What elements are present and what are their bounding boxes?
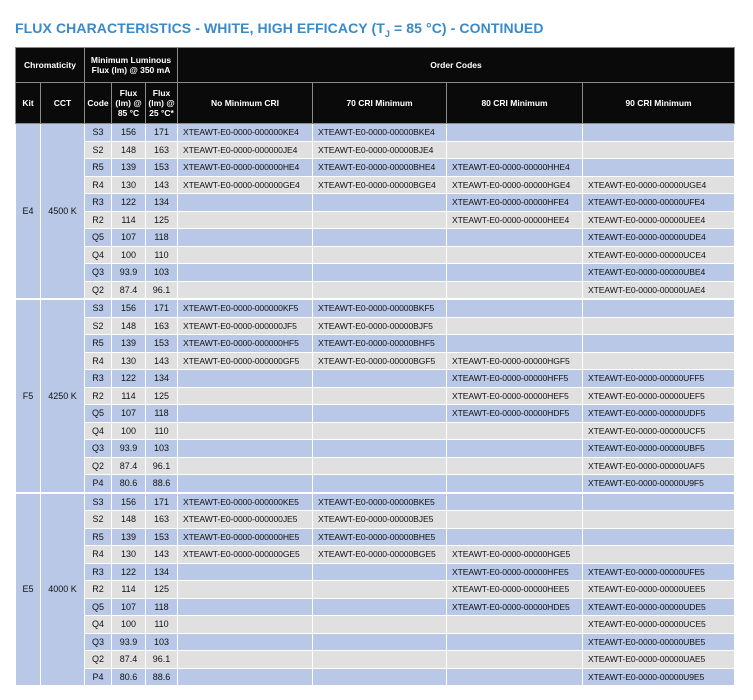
bin-code: Q4 (85, 616, 112, 634)
order-code-no-min-cri (178, 457, 313, 475)
table-row (16, 581, 735, 599)
header-chromaticity: Chromaticity (16, 48, 85, 83)
order-code-90-cri: XTEAWT-E0-0000-00000U9E5 (583, 668, 735, 686)
table-row (16, 141, 735, 159)
order-code-80-cri (447, 229, 583, 247)
order-code-no-min-cri (178, 246, 313, 264)
table-row (16, 493, 735, 511)
flux-25: 96.1 (146, 281, 178, 299)
cct-cell: 4500 K (41, 124, 85, 300)
bin-code: R5 (85, 335, 112, 353)
order-code-80-cri (447, 440, 583, 458)
flux-85: 80.6 (112, 668, 146, 686)
bin-code: S3 (85, 124, 112, 142)
flux-85: 100 (112, 616, 146, 634)
table-row (16, 457, 735, 475)
order-code-no-min-cri (178, 264, 313, 282)
order-code-90-cri (583, 546, 735, 564)
table-row (16, 528, 735, 546)
flux-table (15, 47, 735, 686)
order-code-90-cri (583, 335, 735, 353)
kit-cell: E4 (16, 124, 41, 300)
table-row (16, 546, 735, 564)
bin-code: Q4 (85, 246, 112, 264)
flux-25: 118 (146, 405, 178, 423)
order-code-90-cri: XTEAWT-E0-0000-00000UEE4 (583, 211, 735, 229)
order-code-70-cri (313, 563, 447, 581)
order-code-no-min-cri (178, 422, 313, 440)
order-code-80-cri: XTEAWT-E0-0000-00000HDF5 (447, 405, 583, 423)
bin-code: Q3 (85, 264, 112, 282)
order-code-70-cri (313, 598, 447, 616)
bin-code: S2 (85, 141, 112, 159)
order-code-70-cri: XTEAWT-E0-0000-00000BHF5 (313, 335, 447, 353)
order-code-no-min-cri (178, 651, 313, 669)
flux-85: 93.9 (112, 633, 146, 651)
order-code-no-min-cri (178, 405, 313, 423)
page-title (15, 20, 544, 39)
order-code-70-cri (313, 405, 447, 423)
flux-25: 103 (146, 440, 178, 458)
flux-25: 125 (146, 581, 178, 599)
table-row (16, 159, 735, 177)
order-code-no-min-cri: XTEAWT-E0-0000-000000KF5 (178, 299, 313, 317)
order-code-80-cri (447, 281, 583, 299)
order-code-80-cri (447, 511, 583, 529)
order-code-no-min-cri: XTEAWT-E0-0000-000000GE5 (178, 546, 313, 564)
table-row (16, 511, 735, 529)
order-code-70-cri: XTEAWT-E0-0000-00000BJE4 (313, 141, 447, 159)
bin-code: P4 (85, 668, 112, 686)
flux-85: 114 (112, 581, 146, 599)
flux-85: 156 (112, 124, 146, 142)
flux-85: 100 (112, 246, 146, 264)
bin-code: R2 (85, 387, 112, 405)
bin-code: R2 (85, 211, 112, 229)
table-row (16, 264, 735, 282)
table-row (16, 616, 735, 634)
bin-code: Q3 (85, 440, 112, 458)
order-code-90-cri (583, 493, 735, 511)
order-code-90-cri: XTEAWT-E0-0000-00000UAE4 (583, 281, 735, 299)
order-code-90-cri: XTEAWT-E0-0000-00000UGE4 (583, 176, 735, 194)
order-code-80-cri: XTEAWT-E0-0000-00000HGF5 (447, 352, 583, 370)
header-code: Code (85, 83, 112, 124)
bin-code: Q2 (85, 457, 112, 475)
flux-25: 163 (146, 511, 178, 529)
order-code-90-cri: XTEAWT-E0-0000-00000UBE5 (583, 633, 735, 651)
order-code-70-cri (313, 475, 447, 493)
header-flux-25: Flux (lm) @ 25 °C* (146, 83, 178, 124)
order-code-no-min-cri: XTEAWT-E0-0000-000000JE5 (178, 511, 313, 529)
order-code-90-cri: XTEAWT-E0-0000-00000UFE4 (583, 194, 735, 212)
order-code-80-cri (447, 475, 583, 493)
flux-25: 171 (146, 493, 178, 511)
flux-25: 103 (146, 633, 178, 651)
flux-85: 156 (112, 493, 146, 511)
flux-85: 107 (112, 598, 146, 616)
flux-85: 87.4 (112, 651, 146, 669)
flux-25: 134 (146, 194, 178, 212)
order-code-90-cri: XTEAWT-E0-0000-00000UCE4 (583, 246, 735, 264)
order-code-90-cri (583, 528, 735, 546)
order-code-90-cri: XTEAWT-E0-0000-00000UBE4 (583, 264, 735, 282)
order-code-80-cri (447, 299, 583, 317)
order-code-90-cri: XTEAWT-E0-0000-00000UEF5 (583, 387, 735, 405)
flux-85: 130 (112, 176, 146, 194)
order-code-80-cri (447, 141, 583, 159)
flux-25: 134 (146, 563, 178, 581)
order-code-80-cri: XTEAWT-E0-0000-00000HEF5 (447, 387, 583, 405)
table-row (16, 668, 735, 686)
order-code-80-cri (447, 317, 583, 335)
table-row (16, 405, 735, 423)
order-code-70-cri: XTEAWT-E0-0000-00000BKE4 (313, 124, 447, 142)
order-code-70-cri: XTEAWT-E0-0000-00000BJE5 (313, 511, 447, 529)
order-code-90-cri: XTEAWT-E0-0000-00000UBF5 (583, 440, 735, 458)
table-row (16, 299, 735, 317)
flux-85: 87.4 (112, 457, 146, 475)
table-row (16, 387, 735, 405)
title-subscript: J (384, 28, 390, 39)
table-row (16, 370, 735, 388)
order-code-80-cri: XTEAWT-E0-0000-00000HDE5 (447, 598, 583, 616)
order-code-70-cri (313, 633, 447, 651)
title-main: FLUX CHARACTERISTICS - WHITE, HIGH EFFICACY (T (15, 20, 385, 36)
order-code-no-min-cri (178, 598, 313, 616)
kit-cell: E5 (16, 493, 41, 686)
flux-85: 122 (112, 370, 146, 388)
table-row (16, 422, 735, 440)
table-row (16, 440, 735, 458)
order-code-90-cri: XTEAWT-E0-0000-00000UAF5 (583, 457, 735, 475)
order-code-80-cri: XTEAWT-E0-0000-00000HGE5 (447, 546, 583, 564)
flux-85: 156 (112, 299, 146, 317)
bin-code: R4 (85, 546, 112, 564)
flux-85: 93.9 (112, 440, 146, 458)
flux-25: 88.6 (146, 475, 178, 493)
bin-code: S2 (85, 511, 112, 529)
order-code-no-min-cri (178, 616, 313, 634)
order-code-90-cri: XTEAWT-E0-0000-00000U9F5 (583, 475, 735, 493)
order-code-70-cri (313, 211, 447, 229)
order-code-70-cri (313, 246, 447, 264)
bin-code: R3 (85, 194, 112, 212)
table-row (16, 229, 735, 247)
flux-25: 96.1 (146, 651, 178, 669)
header-90-cri: 90 CRI Minimum (583, 83, 735, 124)
bin-code: R5 (85, 528, 112, 546)
flux-85: 130 (112, 352, 146, 370)
order-code-90-cri: XTEAWT-E0-0000-00000UDE4 (583, 229, 735, 247)
order-code-no-min-cri (178, 668, 313, 686)
order-code-80-cri (447, 124, 583, 142)
order-code-70-cri (313, 616, 447, 634)
bin-code: R5 (85, 159, 112, 177)
header-min-flux: Minimum Luminous Flux (lm) @ 350 mA (85, 48, 178, 83)
order-code-90-cri (583, 511, 735, 529)
order-code-80-cri (447, 668, 583, 686)
flux-25: 125 (146, 387, 178, 405)
flux-85: 122 (112, 563, 146, 581)
order-code-80-cri: XTEAWT-E0-0000-00000HEE4 (447, 211, 583, 229)
flux-25: 118 (146, 229, 178, 247)
order-code-no-min-cri (178, 440, 313, 458)
order-code-70-cri (313, 370, 447, 388)
bin-code: Q5 (85, 405, 112, 423)
order-code-80-cri: XTEAWT-E0-0000-00000HHE4 (447, 159, 583, 177)
order-code-80-cri: XTEAWT-E0-0000-00000HFE5 (447, 563, 583, 581)
flux-85: 148 (112, 141, 146, 159)
order-code-no-min-cri: XTEAWT-E0-0000-000000GF5 (178, 352, 313, 370)
order-code-70-cri: XTEAWT-E0-0000-00000BHE5 (313, 528, 447, 546)
bin-code: Q4 (85, 422, 112, 440)
bin-code: Q5 (85, 598, 112, 616)
table-row (16, 317, 735, 335)
header-no-min-cri: No Minimum CRI (178, 83, 313, 124)
flux-25: 163 (146, 317, 178, 335)
header-80-cri: 80 CRI Minimum (447, 83, 583, 124)
bin-code: P4 (85, 475, 112, 493)
order-code-90-cri: XTEAWT-E0-0000-00000UCE5 (583, 616, 735, 634)
flux-85: 122 (112, 194, 146, 212)
order-code-no-min-cri: XTEAWT-E0-0000-000000KE4 (178, 124, 313, 142)
order-code-90-cri: XTEAWT-E0-0000-00000UDE5 (583, 598, 735, 616)
order-code-no-min-cri (178, 633, 313, 651)
header-kit: Kit (16, 83, 41, 124)
bin-code: S2 (85, 317, 112, 335)
order-code-90-cri: XTEAWT-E0-0000-00000UAE5 (583, 651, 735, 669)
order-code-80-cri: XTEAWT-E0-0000-00000HEE5 (447, 581, 583, 599)
order-code-no-min-cri (178, 387, 313, 405)
order-code-90-cri (583, 317, 735, 335)
flux-25: 88.6 (146, 668, 178, 686)
flux-25: 118 (146, 598, 178, 616)
flux-25: 153 (146, 528, 178, 546)
order-code-70-cri (313, 440, 447, 458)
order-code-80-cri (447, 493, 583, 511)
flux-85: 148 (112, 317, 146, 335)
order-code-80-cri: XTEAWT-E0-0000-00000HGE4 (447, 176, 583, 194)
table-row (16, 124, 735, 142)
order-code-70-cri (313, 264, 447, 282)
order-code-90-cri (583, 352, 735, 370)
order-code-70-cri: XTEAWT-E0-0000-00000BKF5 (313, 299, 447, 317)
cct-cell: 4250 K (41, 299, 85, 493)
header-cct: CCT (41, 83, 85, 124)
table-row (16, 335, 735, 353)
order-code-no-min-cri: XTEAWT-E0-0000-000000GE4 (178, 176, 313, 194)
bin-code: S3 (85, 299, 112, 317)
order-code-90-cri: XTEAWT-E0-0000-00000UDF5 (583, 405, 735, 423)
order-code-80-cri (447, 528, 583, 546)
order-code-80-cri (447, 633, 583, 651)
order-code-90-cri (583, 159, 735, 177)
flux-25: 143 (146, 176, 178, 194)
flux-25: 96.1 (146, 457, 178, 475)
order-code-no-min-cri (178, 281, 313, 299)
order-code-90-cri: XTEAWT-E0-0000-00000UFF5 (583, 370, 735, 388)
order-code-no-min-cri: XTEAWT-E0-0000-000000HE5 (178, 528, 313, 546)
flux-25: 153 (146, 335, 178, 353)
flux-25: 103 (146, 264, 178, 282)
order-code-no-min-cri (178, 370, 313, 388)
table-row (16, 651, 735, 669)
order-code-90-cri (583, 141, 735, 159)
order-code-80-cri (447, 457, 583, 475)
order-code-70-cri (313, 281, 447, 299)
order-code-no-min-cri: XTEAWT-E0-0000-000000JF5 (178, 317, 313, 335)
order-code-70-cri: XTEAWT-E0-0000-00000BKE5 (313, 493, 447, 511)
flux-25: 125 (146, 211, 178, 229)
bin-code: R3 (85, 563, 112, 581)
order-code-no-min-cri: XTEAWT-E0-0000-000000KE5 (178, 493, 313, 511)
order-code-no-min-cri (178, 563, 313, 581)
flux-85: 107 (112, 405, 146, 423)
flux-25: 110 (146, 422, 178, 440)
flux-25: 110 (146, 246, 178, 264)
order-code-90-cri: XTEAWT-E0-0000-00000UCF5 (583, 422, 735, 440)
flux-85: 100 (112, 422, 146, 440)
order-code-no-min-cri: XTEAWT-E0-0000-000000HE4 (178, 159, 313, 177)
order-code-80-cri (447, 335, 583, 353)
order-code-70-cri (313, 651, 447, 669)
flux-25: 163 (146, 141, 178, 159)
flux-85: 80.6 (112, 475, 146, 493)
order-code-70-cri (313, 194, 447, 212)
order-code-no-min-cri: XTEAWT-E0-0000-000000HF5 (178, 335, 313, 353)
order-code-no-min-cri (178, 229, 313, 247)
order-code-70-cri: XTEAWT-E0-0000-00000BGF5 (313, 352, 447, 370)
flux-85: 139 (112, 528, 146, 546)
order-code-80-cri: XTEAWT-E0-0000-00000HFF5 (447, 370, 583, 388)
table-row (16, 475, 735, 493)
header-flux-85: Flux (lm) @ 85 °C (112, 83, 146, 124)
order-code-70-cri (313, 457, 447, 475)
table-row (16, 281, 735, 299)
flux-25: 110 (146, 616, 178, 634)
flux-25: 153 (146, 159, 178, 177)
flux-85: 87.4 (112, 281, 146, 299)
order-code-90-cri (583, 299, 735, 317)
flux-85: 107 (112, 229, 146, 247)
table-row (16, 563, 735, 581)
bin-code: Q2 (85, 651, 112, 669)
bin-code: Q3 (85, 633, 112, 651)
flux-25: 143 (146, 546, 178, 564)
order-code-no-min-cri (178, 581, 313, 599)
order-code-70-cri (313, 581, 447, 599)
bin-code: Q5 (85, 229, 112, 247)
kit-cell: F5 (16, 299, 41, 493)
order-code-80-cri (447, 422, 583, 440)
order-code-90-cri (583, 124, 735, 142)
order-code-no-min-cri (178, 211, 313, 229)
order-code-70-cri (313, 387, 447, 405)
bin-code: R4 (85, 176, 112, 194)
table-row (16, 176, 735, 194)
flux-85: 130 (112, 546, 146, 564)
order-code-80-cri (447, 616, 583, 634)
order-code-90-cri: XTEAWT-E0-0000-00000UEE5 (583, 581, 735, 599)
table-row (16, 598, 735, 616)
order-code-no-min-cri (178, 475, 313, 493)
table-body (16, 124, 735, 686)
flux-85: 114 (112, 387, 146, 405)
table-row (16, 194, 735, 212)
order-code-70-cri: XTEAWT-E0-0000-00000BHE4 (313, 159, 447, 177)
table-row (16, 633, 735, 651)
order-code-no-min-cri: XTEAWT-E0-0000-000000JE4 (178, 141, 313, 159)
table-header (16, 48, 735, 124)
title-tail: = 85 °C) - CONTINUED (390, 20, 544, 36)
table-row (16, 246, 735, 264)
header-order-codes: Order Codes (178, 48, 735, 83)
order-code-80-cri (447, 246, 583, 264)
order-code-80-cri: XTEAWT-E0-0000-00000HFE4 (447, 194, 583, 212)
header-70-cri: 70 CRI Minimum (313, 83, 447, 124)
flux-85: 148 (112, 511, 146, 529)
flux-85: 139 (112, 159, 146, 177)
order-code-70-cri: XTEAWT-E0-0000-00000BGE4 (313, 176, 447, 194)
bin-code: Q2 (85, 281, 112, 299)
flux-85: 139 (112, 335, 146, 353)
order-code-80-cri (447, 651, 583, 669)
flux-85: 114 (112, 211, 146, 229)
flux-85: 93.9 (112, 264, 146, 282)
order-code-80-cri (447, 264, 583, 282)
cct-cell: 4000 K (41, 493, 85, 686)
bin-code: R4 (85, 352, 112, 370)
bin-code: S3 (85, 493, 112, 511)
order-code-70-cri: XTEAWT-E0-0000-00000BJF5 (313, 317, 447, 335)
order-code-no-min-cri (178, 194, 313, 212)
order-code-70-cri: XTEAWT-E0-0000-00000BGE5 (313, 546, 447, 564)
bin-code: R2 (85, 581, 112, 599)
bin-code: R3 (85, 370, 112, 388)
flux-25: 171 (146, 299, 178, 317)
table-row (16, 352, 735, 370)
table-row (16, 211, 735, 229)
order-code-90-cri: XTEAWT-E0-0000-00000UFE5 (583, 563, 735, 581)
order-code-70-cri (313, 229, 447, 247)
flux-25: 143 (146, 352, 178, 370)
order-code-70-cri (313, 422, 447, 440)
flux-25: 134 (146, 370, 178, 388)
flux-25: 171 (146, 124, 178, 142)
order-code-70-cri (313, 668, 447, 686)
